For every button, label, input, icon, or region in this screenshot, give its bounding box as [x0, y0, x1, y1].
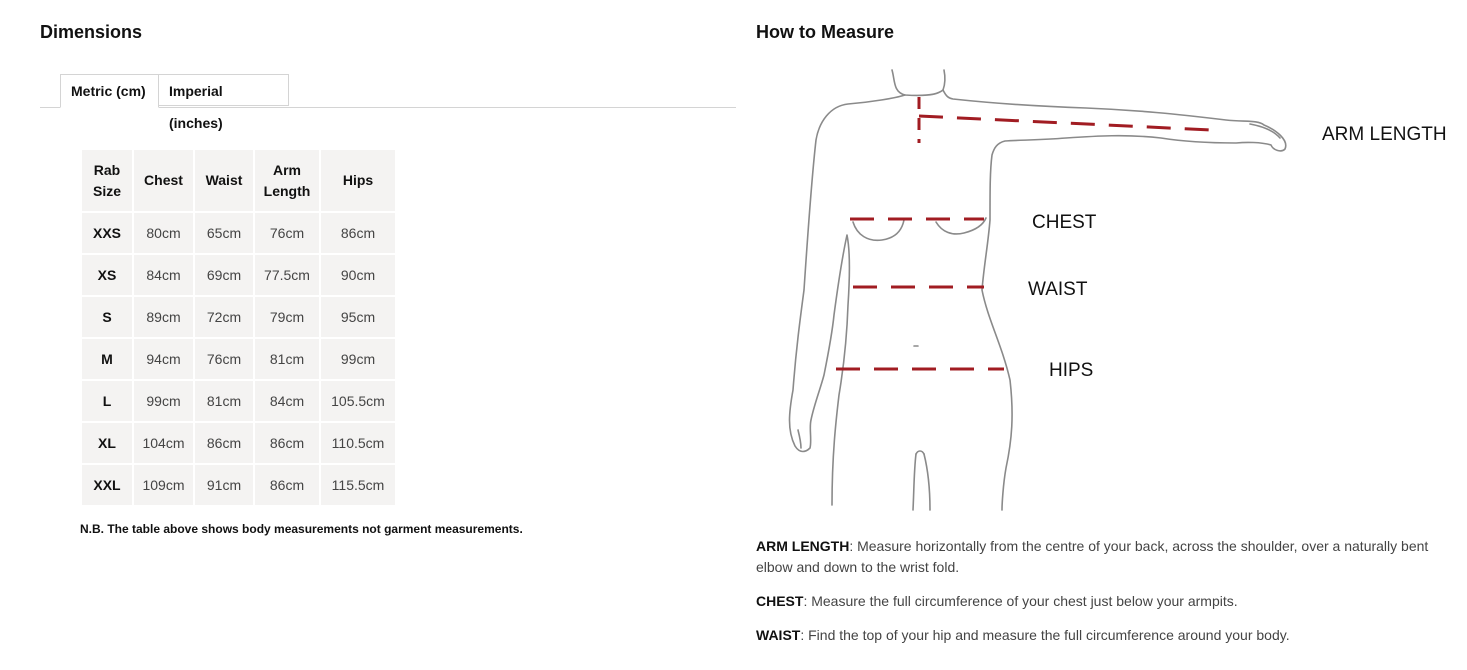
measurement-cell: 90cm [321, 255, 395, 295]
header-waist: Waist [195, 150, 253, 211]
dimensions-title: Dimensions [40, 22, 143, 42]
header-arm-length: Arm Length [255, 150, 319, 211]
measurement-cell: 104cm [134, 423, 193, 463]
measurement-cell: 109cm [134, 465, 193, 505]
measurement-cell: 76cm [195, 339, 253, 379]
measurement-cell: 105.5cm [321, 381, 395, 421]
tab-imperial[interactable]: Imperial (inches) [158, 74, 289, 106]
how-to-measure-section [756, 0, 1456, 670]
measurement-cell: 115.5cm [321, 465, 395, 505]
size-cell: M [82, 339, 132, 379]
measurement-cell: 89cm [134, 297, 193, 337]
header-rab-size: Rab Size [82, 150, 132, 211]
table-row [82, 213, 395, 253]
waist-label: WAIST [1028, 279, 1088, 300]
measurement-cell: 76cm [255, 213, 319, 253]
table-row [82, 255, 395, 295]
measurement-cell: 77.5cm [255, 255, 319, 295]
measurement-cell: 86cm [255, 423, 319, 463]
size-table [80, 148, 397, 507]
size-cell: XXL [82, 465, 132, 505]
size-cell: XS [82, 255, 132, 295]
table-row [82, 381, 395, 421]
header-chest: Chest [134, 150, 193, 211]
unit-tabs [40, 74, 736, 131]
header-hips: Hips [321, 150, 395, 211]
measurement-cell: 86cm [321, 213, 395, 253]
arm-length-instruction: ARM LENGTH: Measure horizontally from the centre of your back, across the shoulder, over a naturally bent elbow and down to the wrist fold. [756, 538, 1429, 575]
measurement-cell: 69cm [195, 255, 253, 295]
body-measurement-figure [756, 60, 1456, 515]
figure-labels [1028, 124, 1447, 381]
size-cell: L [82, 381, 132, 421]
size-cell: S [82, 297, 132, 337]
chest-instruction: CHEST: Measure the full circumference of your chest just below your armpits. [756, 593, 1238, 609]
measurement-cell: 81cm [195, 381, 253, 421]
measurement-cell: 84cm [255, 381, 319, 421]
dimensions-section [40, 0, 736, 670]
how-to-measure-title: How to Measure [756, 22, 895, 42]
table-header-row [82, 150, 395, 211]
tab-metric[interactable]: Metric (cm) [60, 74, 159, 108]
measurement-cell: 80cm [134, 213, 193, 253]
size-cell: XXS [82, 213, 132, 253]
measurement-cell: 65cm [195, 213, 253, 253]
chest-label: CHEST [1032, 212, 1097, 233]
size-table-body [82, 213, 395, 505]
table-row [82, 465, 395, 505]
table-row [82, 339, 395, 379]
measurement-cell: 91cm [195, 465, 253, 505]
size-cell: XL [82, 423, 132, 463]
waist-instruction: WAIST: Find the top of your hip and measure the full circumference around your body. [756, 627, 1290, 643]
measurement-cell: 99cm [134, 381, 193, 421]
table-row [82, 297, 395, 337]
table-row [82, 423, 395, 463]
measurement-cell: 110.5cm [321, 423, 395, 463]
table-note: N.B. The table above shows body measurements not garment measurements. [80, 522, 523, 536]
measurement-cell: 95cm [321, 297, 395, 337]
measurement-cell: 99cm [321, 339, 395, 379]
measurement-cell: 94cm [134, 339, 193, 379]
measurement-cell: 86cm [195, 423, 253, 463]
measurement-cell: 81cm [255, 339, 319, 379]
measurement-cell: 84cm [134, 255, 193, 295]
measurement-cell: 79cm [255, 297, 319, 337]
measurement-cell: 86cm [255, 465, 319, 505]
hips-label: HIPS [1049, 360, 1094, 381]
arm-length-label: ARM LENGTH [1322, 124, 1447, 145]
measurement-cell: 72cm [195, 297, 253, 337]
